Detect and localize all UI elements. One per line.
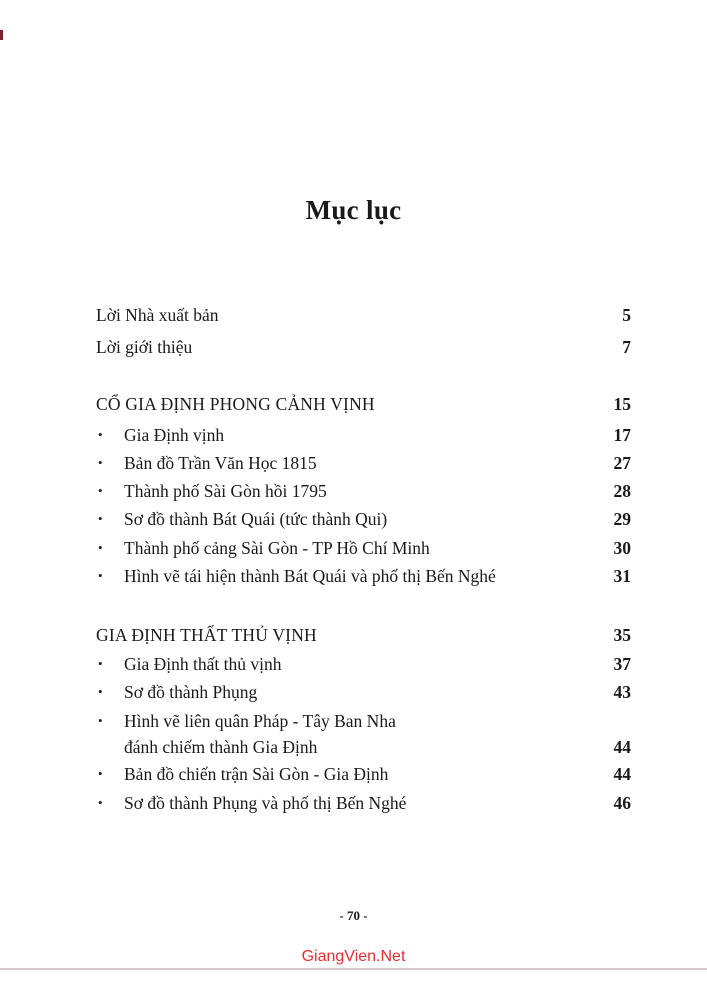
toc-entry-label: Lời Nhà xuất bản [96,305,219,325]
bullet-icon: • [98,795,103,810]
toc-entry-publisher-note [96,303,631,327]
toc-entry-page: 5 [622,305,631,325]
toc-item [96,791,631,815]
bullet-icon: • [98,713,103,728]
toc-item-label: Sơ đồ thành Phụng và phố thị Bến Nghé [124,793,407,813]
toc-item [96,423,631,447]
toc-entry-page: 7 [622,337,631,357]
toc-item-label-continued: đánh chiếm thành Gia Định [124,737,318,757]
toc-item [96,479,631,503]
toc-item [96,536,631,560]
page-title: Mục lục [305,195,402,225]
toc-item [96,762,631,786]
bullet-icon: • [98,540,103,555]
toc-item-label: Thành phố cảng Sài Gòn - TP Hồ Chí Minh [124,538,430,558]
toc-item-label: Sơ đồ thành Bát Quái (tức thành Qui) [124,509,388,529]
toc-section-heading [96,392,631,416]
toc-entry-label: Lời giới thiệu [96,337,193,357]
section-title: CỔ GIA ĐỊNH PHONG CẢNH VỊNH [96,394,375,414]
toc-item-page: 30 [613,538,631,558]
toc-entry-introduction [96,335,631,359]
toc-item-page: 46 [613,793,631,813]
toc-item-page: 43 [613,682,631,702]
toc-item-page: 44 [613,764,631,784]
toc-item-label: Thành phố Sài Gòn hồi 1795 [124,481,327,501]
bullet-icon: • [98,455,103,470]
toc-item [96,652,631,676]
toc-item-label: Gia Định thất thủ vịnh [124,654,282,674]
toc-item-label: Bản đồ chiến trận Sài Gòn - Gia Định [124,764,389,784]
toc-item-page: 29 [613,509,631,529]
section-page: 15 [613,394,631,414]
toc-item-label: Hình vẽ tái hiện thành Bát Quái và phố thị Bến Nghé [124,566,496,586]
toc-item-page: 44 [613,737,631,757]
page-edge-mark [0,30,3,40]
watermark-text: GiangVien.Net [301,948,406,965]
toc-item [96,680,631,704]
bullet-icon: • [98,511,103,526]
bullet-icon: • [98,766,103,781]
toc-item [96,507,631,531]
toc-item [96,709,631,759]
toc-item-label: Hình vẽ liên quân Pháp - Tây Ban Nha [124,711,396,731]
toc-item-label: Gia Định vịnh [124,425,225,445]
section-page: 35 [613,625,631,645]
bullet-icon: • [98,483,103,498]
toc-section-heading [96,623,631,647]
toc-item-label: Bản đồ Trần Văn Học 1815 [124,453,317,473]
toc-item [96,451,631,475]
bullet-icon: • [98,568,103,583]
bullet-icon: • [98,427,103,442]
toc-item-page: 37 [613,654,631,674]
bullet-icon: • [98,656,103,671]
bullet-icon: • [98,684,103,699]
toc-item-page: 27 [613,453,631,473]
toc-item-label: Sơ đồ thành Phụng [124,682,258,702]
toc-item-page: 31 [613,566,631,586]
section-title: GIA ĐỊNH THẤT THỦ VỊNH [96,625,317,645]
toc-item [96,564,631,588]
toc-item-page: 28 [613,481,631,501]
toc-item-page: 17 [613,425,631,445]
page-number: - 70 - [339,908,368,923]
page-bottom-edge [0,968,707,970]
